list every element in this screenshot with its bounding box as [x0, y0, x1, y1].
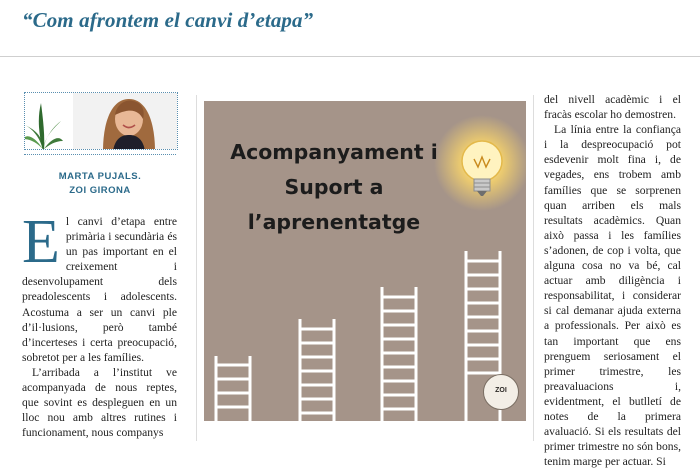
illustration-title-line-1: Acompanyament i — [230, 140, 438, 164]
author-organization: ZOI GIRONA — [69, 185, 131, 196]
zoi-logo-text: ZOI — [495, 387, 507, 394]
ladder-3 — [382, 287, 416, 421]
article-illustration — [196, 95, 534, 441]
illustration-title — [204, 135, 464, 240]
right-paragraph-1: del nivell acadèmic i el fracàs escolar ho demostren. — [544, 93, 681, 122]
author-portrait — [73, 93, 178, 150]
right-text-column — [544, 92, 681, 469]
drop-cap: E — [22, 208, 60, 276]
illustration-title-line-3: l’aprenentatge — [247, 210, 421, 234]
ladder-1 — [216, 356, 250, 421]
illustration-panel — [204, 101, 526, 421]
author-divider — [24, 154, 176, 155]
illustration-title-line-2: Suport a — [284, 175, 384, 199]
header-divider — [0, 56, 700, 57]
author-name: MARTA PUJALS. — [58, 171, 142, 182]
author-photo-box — [24, 92, 178, 150]
left-text-column — [22, 208, 177, 440]
plant-illustration — [24, 99, 63, 150]
ladder-2 — [300, 319, 334, 421]
zoi-logo — [483, 374, 519, 410]
left-paragraph-1: l canvi d’etapa entre primària i secundària és un pas important en el creixement i desenvolupament dels preadolescents i adolescents. Acostuma a ser un canvi ple d’il·lusions, però també d’incerteses i certa preocupació, sobretot per a les famílies. — [22, 215, 177, 364]
left-paragraph-2: L’arribada a l’institut ve acompanyada de nous reptes, que sovint es despleguen en un lloc nou amb altres rutines i funcionament, nous companys — [22, 365, 177, 440]
author-byline — [24, 170, 176, 198]
article-headline: “Com afrontem el canvi d’etapa” — [22, 8, 314, 32]
right-paragraph-2: La línia entre la confiança i la despreocupació pot esdevenir molt fina i, de vegades, ens trobem amb famílies que se sorprenen quan arriben els mals resultats acadèmics. Quan això passa i les famílies s’adonen, de cop i volta, que alguna cosa no va bé, cal actuar amb diligència i responsabilitat, i considerar si cal demanar ajuda externa a professionals. Per això es tan important que ens prenguem seriosament el primer trimestre, les preavaluacions i, evidentment, el butlletí de notes de la primera avaluació. Si els resultats del primer trimestre no són bons, tenim marge per actuar. Si — [544, 123, 681, 469]
